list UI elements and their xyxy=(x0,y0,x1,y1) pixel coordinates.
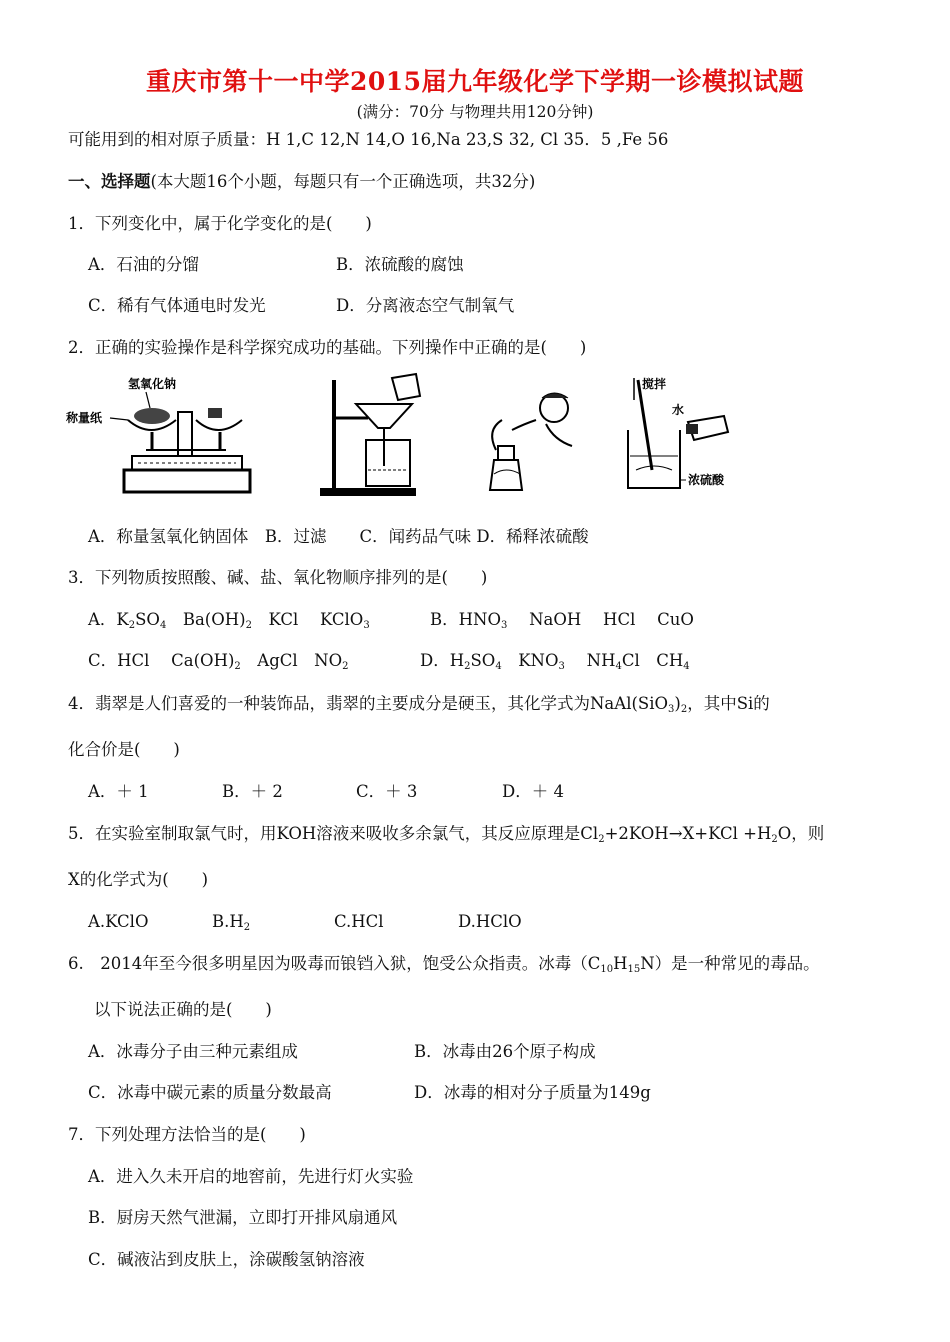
q5-option-c: C.HCl xyxy=(334,912,384,931)
smelling-figure xyxy=(476,380,586,500)
page-title: 重庆市第十一中学2015届九年级化学下学期一诊模拟试题 xyxy=(145,67,805,96)
q4-option-b: B．＋ 2 xyxy=(222,782,283,801)
filtration-figure xyxy=(316,370,436,500)
atomic-masses: 可能用到的相对原子质量：H 1,C 12,N 14,O 16,Na 23,S 32, Cl 35．5 ,Fe 56 xyxy=(68,130,669,149)
q4-option-c: C．＋ 3 xyxy=(356,782,418,801)
q7-option-a: A．进入久未开启的地窖前，先进行灯火实验 xyxy=(88,1167,414,1186)
section-heading xyxy=(68,172,535,192)
q1-option-c: C．稀有气体通电时发光 xyxy=(88,296,266,315)
q5-stem: 5．在实验室制取氯气时，用KOH溶液来吸收多余氯气，其反应原理是$Cl_2+2KOH\to X+KCl +H_2O$，则 xyxy=(68,824,825,845)
q2-figures xyxy=(66,370,766,510)
q5-option-b: $B.H_2$ xyxy=(212,912,251,933)
q7-stem: 7．下列处理方法恰当的是( ) xyxy=(68,1125,306,1144)
balance-figure xyxy=(66,370,256,500)
q1-option-b: B．浓硫酸的腐蚀 xyxy=(336,255,464,274)
q5-option-d: D.HClO xyxy=(458,912,522,931)
section-title: 一、选择题 xyxy=(68,172,151,191)
q6-stem-cont: 以下说法正确的是( ) xyxy=(94,1000,272,1019)
section-note: (本大题16个小题，每题只有一个正确选项，共32分) xyxy=(150,172,536,191)
q6-stem: 6. 2014年至今很多明星因为吸毒而锒铛入狱，饱受公众指责。冰毒$(C_{10}H_{15}N)$是一种常见的毒品。 xyxy=(68,954,820,975)
q3-stem: 3．下列物质按照酸、碱、盐、氧化物顺序排列的是( ) xyxy=(68,568,488,587)
q3-option-d: D．$H_2SO_4$ $KNO_3$ $NH_4Cl$ $CH_4$ xyxy=(420,651,690,672)
fig-label-acid: 浓硫酸 xyxy=(688,473,725,487)
q7-option-b: B．厨房天然气泄漏，立即打开排风扇通风 xyxy=(88,1208,398,1227)
q4-stem-cont: 化合价是( ) xyxy=(68,740,180,759)
q3-option-a: A．$K_2SO_4$ $Ba(OH)_2$ KCl KClO$_3$ xyxy=(88,610,370,631)
fig-label-water: 水 xyxy=(672,403,685,417)
q6-option-b: B．冰毒由26个原子构成 xyxy=(414,1042,596,1061)
dilution-figure xyxy=(616,370,766,500)
q4-option-d: D．＋ 4 xyxy=(502,782,564,801)
q4-stem: 4．翡翠是人们喜爱的一种装饰品，翡翠的主要成分是硬玉，其化学式为$NaAl(SiO_3)_2$，其中Si的 xyxy=(68,694,770,715)
fig-label-naoh: 氢氧化钠 xyxy=(128,377,177,391)
q1-stem: 1．下列变化中，属于化学变化的是( ) xyxy=(68,214,372,233)
q7-option-c: C．碱液沾到皮肤上，涂碳酸氢钠溶液 xyxy=(88,1250,365,1269)
q2-stem: 2．正确的实验操作是科学探究成功的基础。下列操作中正确的是( ) xyxy=(68,338,587,357)
fig-label-stir: 搅拌 xyxy=(642,377,667,391)
page-subtitle: (满分：70分 与物理共用120分钟) xyxy=(356,103,594,121)
q1-option-d: D．分离液态空气制氧气 xyxy=(336,296,515,315)
q6-option-a: A．冰毒分子由三种元素组成 xyxy=(88,1042,298,1061)
q5-option-a: A.KClO xyxy=(88,912,149,931)
q3-option-b: B．$HNO_3$ NaOH HCl CuO xyxy=(430,610,694,631)
q1-option-a: A．石油的分馏 xyxy=(88,255,199,274)
q6-option-c: C．冰毒中碳元素的质量分数最高 xyxy=(88,1083,332,1102)
fig-label-paper: 称量纸 xyxy=(66,411,103,425)
q4-option-a: A．＋ 1 xyxy=(88,782,149,801)
q5-stem-cont: X的化学式为( ) xyxy=(68,870,209,889)
q2-options: A．称量氢氧化钠固体 B．过滤 C．闻药品气味 D．稀释浓硫酸 xyxy=(88,527,589,546)
q3-option-c: C．HCl $Ca(OH)_2$ AgCl $NO_2$ xyxy=(88,651,349,672)
q6-option-d: D．冰毒的相对分子质量为149g xyxy=(414,1083,651,1102)
